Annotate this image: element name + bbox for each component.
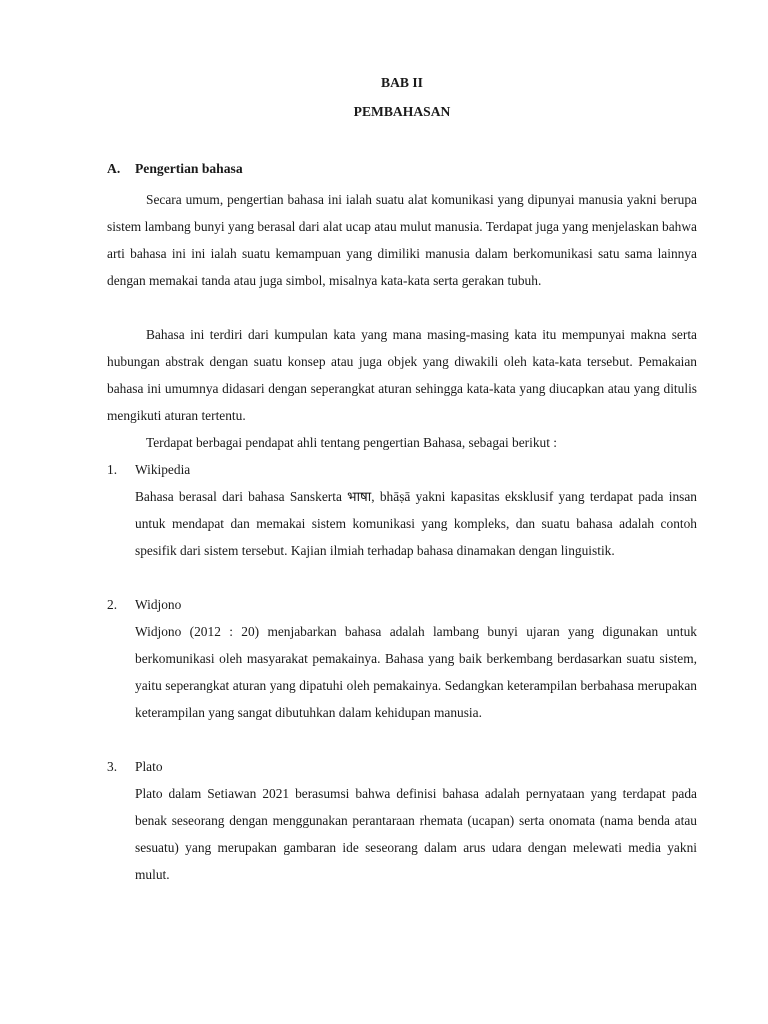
chapter-heading: BAB II (381, 75, 423, 90)
list-item-1-title: Wikipedia (135, 462, 191, 477)
paragraph-2: Bahasa ini terdiri dari kumpulan kata yang mana masing-masing kata itu mempunyai makna serta hubungan abstrak dengan suatu konsep atau juga objek yang diwakili oleh kata-kata tersebut. Pemakaian bahasa ini umumnya didasari dengan seperangkat aturan sehingga kata-kata yang diucapkan atau yang ditulis mengikuti aturan tertentu. (107, 327, 697, 423)
list-item-3-marker: 3. (107, 759, 118, 774)
section-marker: A. (107, 161, 121, 176)
list-item-2-title: Widjono (135, 597, 182, 612)
list-item-3-title: Plato (135, 759, 163, 774)
list-item-1-marker: 1. (107, 462, 118, 477)
section-heading-text: Pengertian bahasa (135, 161, 243, 176)
paragraph-3: Terdapat berbagai pendapat ahli tentang pengertian Bahasa, sebagai berikut : (146, 435, 558, 450)
chapter-title: PEMBAHASAN (353, 104, 451, 119)
list-item-2-marker: 2. (107, 597, 118, 612)
list-item-3-body: Plato dalam Setiawan 2021 berasumsi bahwa definisi bahasa adalah pernyataan yang terdapat pada benak seseorang dengan menggunakan perantaraan rhemata (ucapan) serta onomata (nama benda atau sesuatu) yang merupakan gambaran ide seseorang dalam arus udara dengan melewati media yakni mulut. (135, 786, 697, 882)
paragraph-1: Secara umum, pengertian bahasa ini ialah suatu alat komunikasi yang dipunyai manusia yakni berupa sistem lambang bunyi yang berasal dari alat ucap atau mulut manusia. Terdapat juga yang menjelaskan bahwa arti bahasa ini ini ialah suatu kemampuan yang dimiliki manusia dalam berkomunikasi satu sama lainnya dengan memakai tanda atau juga simbol, misalnya kata-kata serta gerakan tubuh. (107, 192, 697, 288)
list-item-1-body: Bahasa berasal dari bahasa Sanskerta भाषा, bhāṣā yakni kapasitas eksklusif yang terdapat pada insan untuk mendapat dan memakai sistem komunikasi yang kompleks, dan suatu bahasa adalah contoh spesifik dari sistem tersebut. Kajian ilmiah terhadap bahasa dinamakan dengan linguistik. (135, 489, 697, 558)
list-item-2-body: Widjono (2012 : 20) menjabarkan bahasa adalah lambang bunyi ujaran yang digunakan untuk berkomunikasi oleh masyarakat pemakainya. Bahasa yang baik berkembang berdasarkan suatu sistem, yaitu seperangkat aturan yang dipatuhi oleh pemakainya. Sedangkan keterampilan berbahasa merupakan keterampilan yang sangat dibutuhkan dalam kehidupan manusia. (135, 624, 697, 720)
section-heading (107, 161, 243, 177)
